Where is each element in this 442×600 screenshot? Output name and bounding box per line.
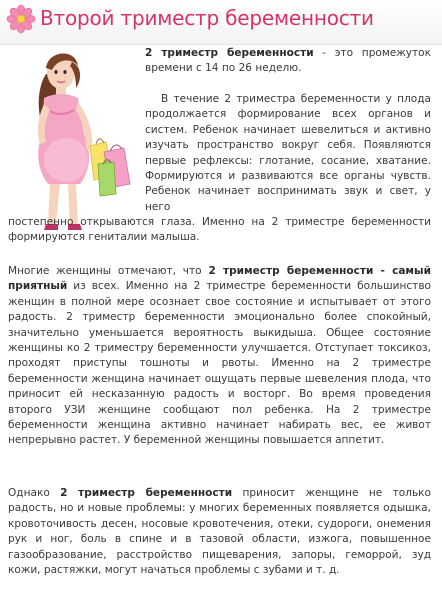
paragraph-development-text: В течение 2 триместра беременности у плода продолжается формирование всех органов и систем. Ребенок начинает шевелиться и активно изучать пространство вокруг себя. Появляются первые рефлексы: глотание, сосание, хватание. Формируются и развиваются все органы чувств. Ребенок начинает воспринимать звук и свет, у него <box>145 93 431 213</box>
paragraph-development-top <box>145 92 431 215</box>
paragraph-problems <box>8 486 431 578</box>
paragraph-pleasant-trimester <box>8 264 431 449</box>
intro-paragraph <box>145 46 431 77</box>
intro-text: - это промежуток времени с 14 по 26 неделю. <box>145 47 431 75</box>
shopping-bags <box>90 139 130 196</box>
paragraph-development-continuation: постепенно открываются глаза. Именно на 2 триместре беременности формируются гениталии малыша. <box>8 216 431 244</box>
page-header <box>0 0 442 45</box>
paragraph-pleasant-bold: 2 триместр беременности - самый приятный <box>8 265 431 293</box>
paragraph-problems-lead: Однако <box>8 487 61 499</box>
paragraph-development-bottom <box>8 215 431 246</box>
pregnant-woman-illustration <box>6 44 140 240</box>
paragraph-problems-text: приносит женщине не только радость, но и новые проблемы: у многих беременных появляется одышка, кровоточивость десен, носовые кровотечения, отеки, судороги, онемения рук и ног, боль в спине и в тазовой области, изжога, повышенное газообразование, расстройство пищеварения, запоры, геморрой, зуд кожи, растяжки, могут начаться проблемы с зубами и т. д. <box>8 487 431 577</box>
flower-icon <box>6 4 36 34</box>
paragraph-pleasant-text: из всех. Именно на 2 триместре беременности большинство женщин в полной мере осознает свое состояние и испытывает от этого радость. 2 триместр беременности эмоционально более спокойный, значительно уменьшается вероятность выкидыша. Общее состояние женщины ко 2 триместру беременности улучшается. Отступает токсикоз, проходят приступы тошноты и рвоты. Именно на 2 триместре беременности женщина начинает ощущать первые шевеления плода, что приносит ей несказанную радость и восторг. Во время проведения второго УЗИ женщине сообщают пол ребенка. На 2 триместре беременности женщина активно начинает набирать вес, ее живот непрерывно растет. У беременной женщины повышается аппетит. <box>8 280 431 447</box>
paragraph-pleasant-lead: Многие женщины отмечают, что <box>8 265 209 277</box>
intro-bold: 2 триместр беременности <box>145 47 314 59</box>
page-title: Второй триместр беременности <box>40 6 374 30</box>
paragraph-problems-bold: 2 триместр беременности <box>60 487 233 499</box>
